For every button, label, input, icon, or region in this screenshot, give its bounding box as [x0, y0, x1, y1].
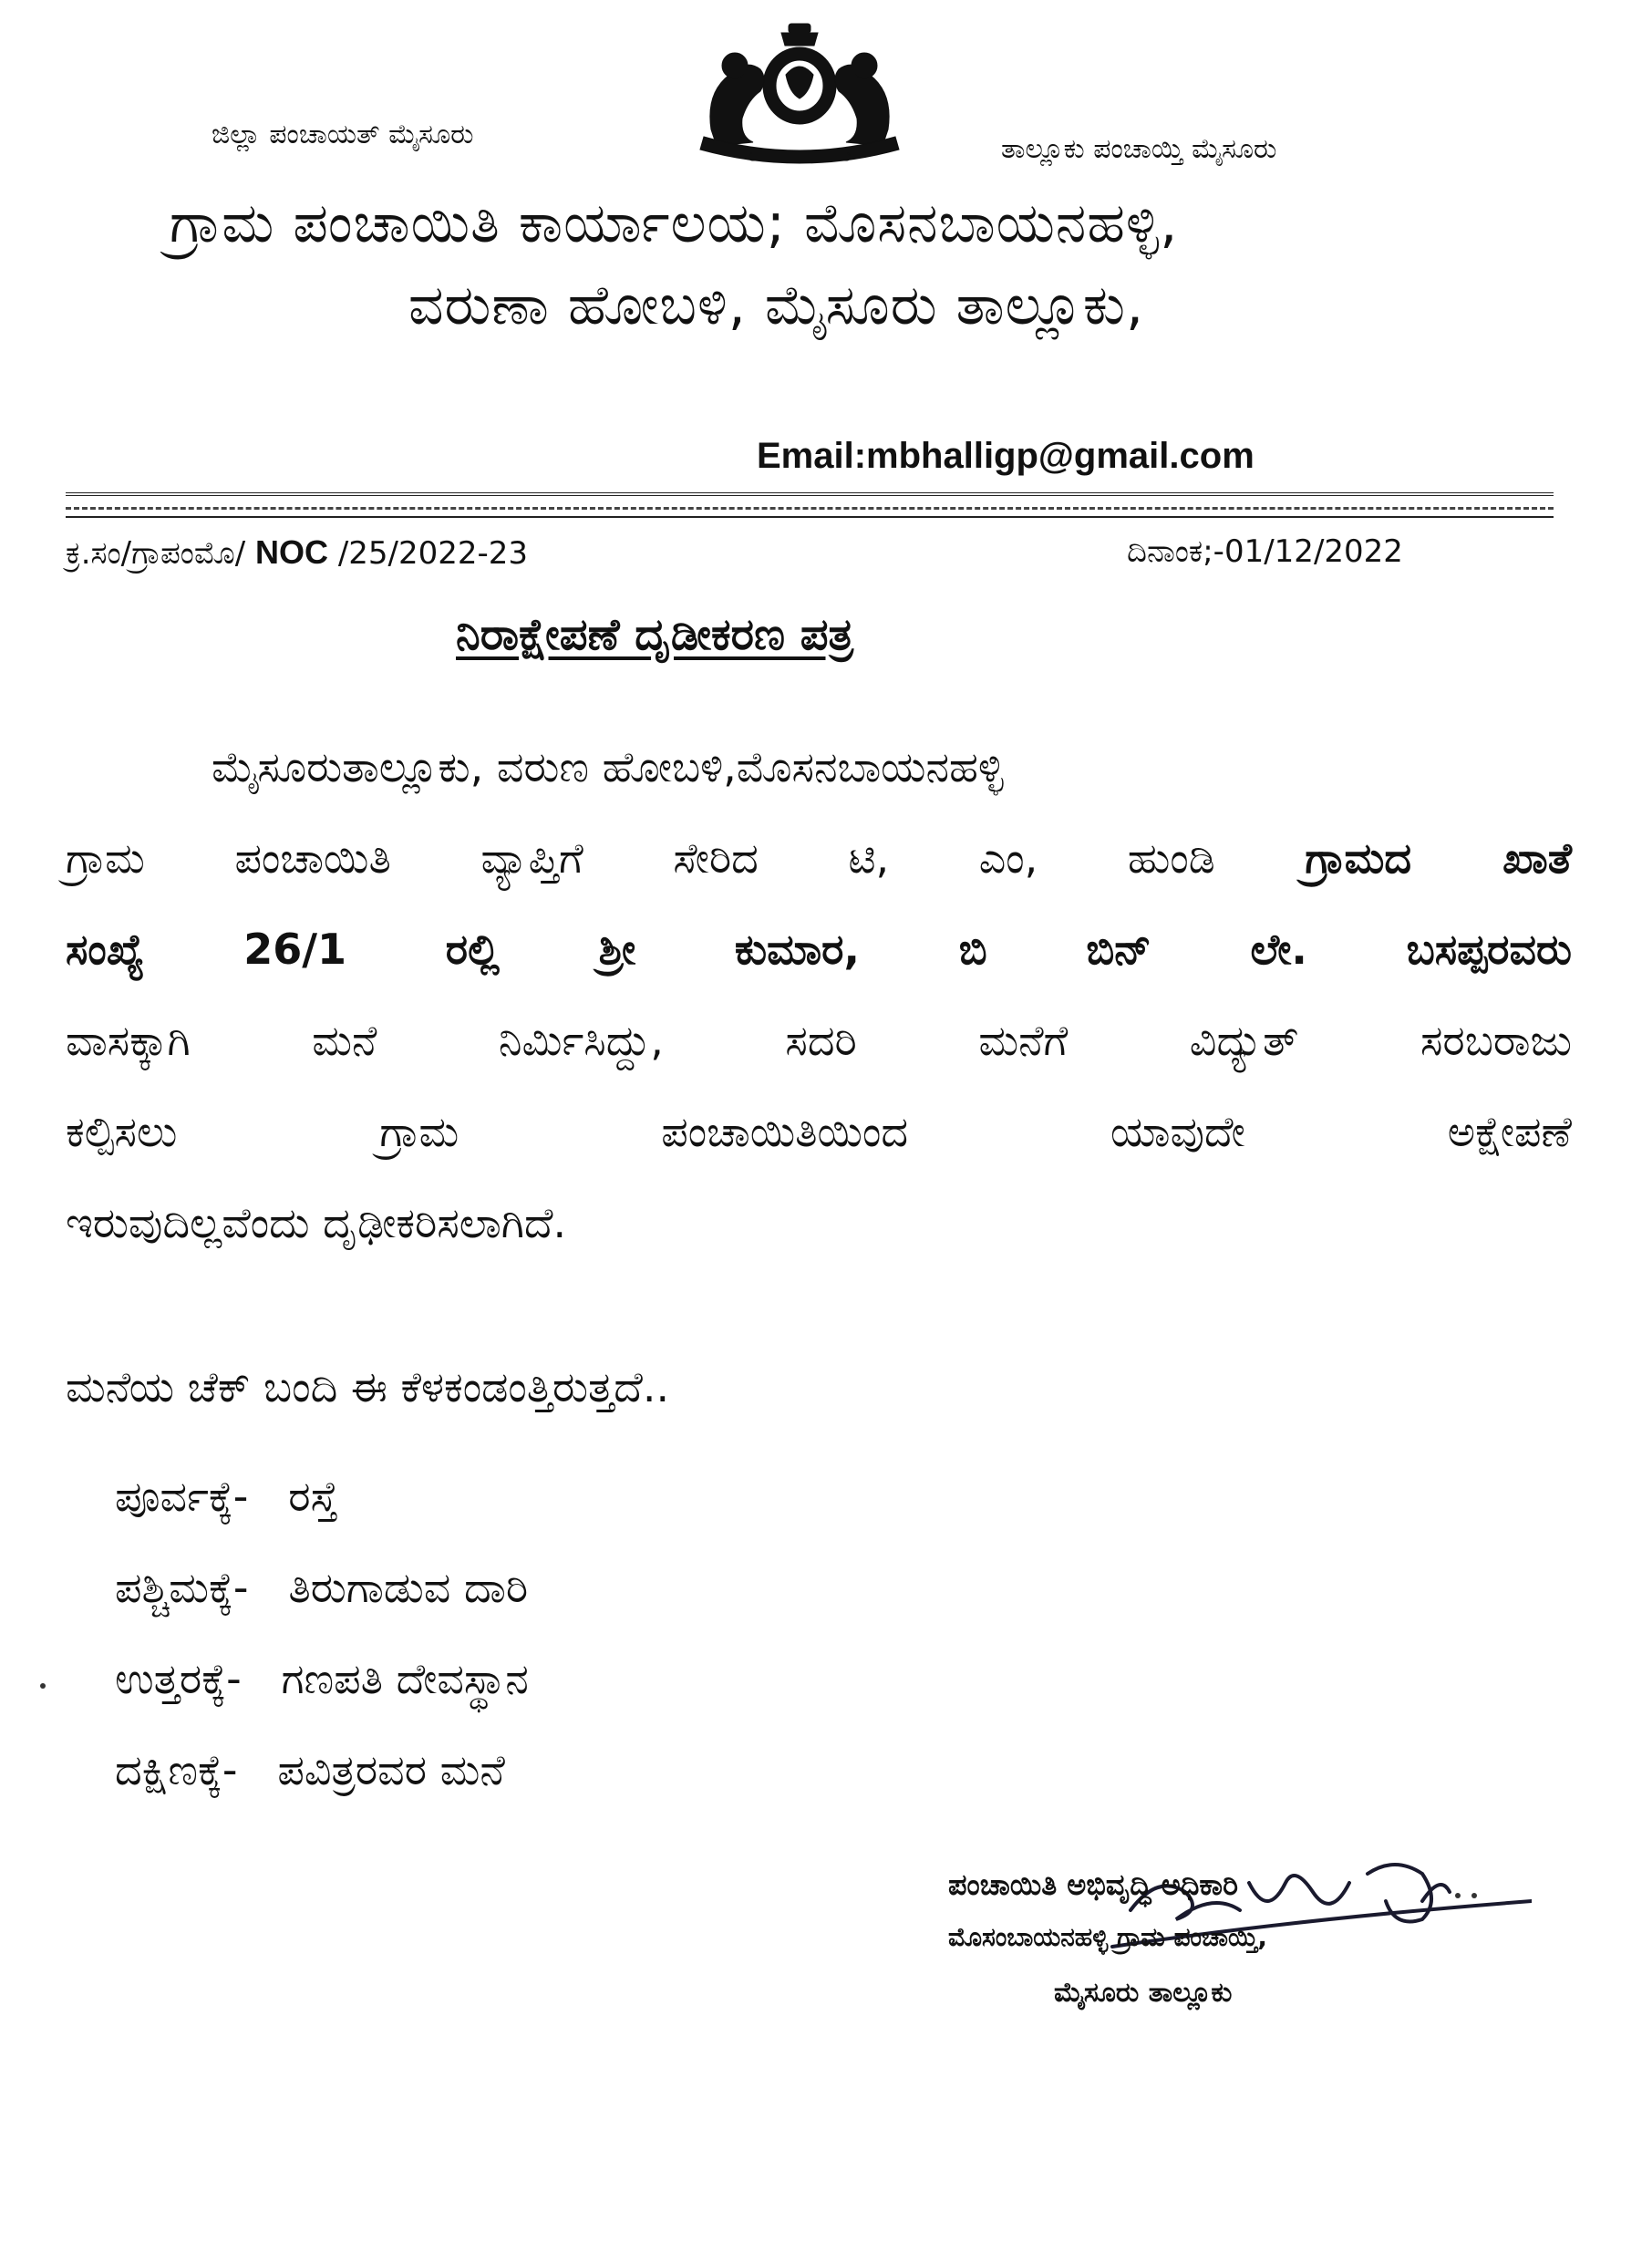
header-divider-bottom: [66, 516, 1554, 518]
reference-prefix: ಕ್ರ.ಸಂ/ಗ್ರಾಪಂಮೊ/: [66, 535, 246, 572]
taluk-panchayat-label: ತಾಲ್ಲೂಕು ಪಂಚಾಯ್ತಿ ಮೈಸೂರು: [1001, 133, 1277, 165]
stray-mark: [1455, 1893, 1461, 1898]
stray-mark: [1471, 1893, 1477, 1898]
body-line-6: ಇರುವುದಿಲ್ಲವೆಂದು ದೃಢೀಕರಿಸಲಾಗಿದೆ.: [66, 1198, 567, 1247]
signatory-panchayat: ಮೊಸಂಬಾಯನಹಳ್ಳಿ ಗ್ರಾಮ ಪಂಚಾಯ್ತಿ,: [948, 1922, 1268, 1952]
boundary-south: [115, 1745, 505, 1796]
body-line-5: ಕಲ್ಪಿಸಲು ಗ್ರಾಮ ಪಂಚಾಯಿತಿಯಿಂದ ಯಾವುದೇ ಅಕ್ಷೇಪಣೆ: [66, 1107, 1572, 1156]
header-divider: [66, 492, 1554, 496]
karnataka-emblem-icon: [695, 20, 904, 166]
signatory-designation: ಪಂಚಾಯಿತಿ ಅಭಿವೃದ್ಧಿ ಅಧಿಕಾರಿ: [948, 1867, 1238, 1902]
document-date: ದಿನಾಂಕ;-01/12/2022: [1127, 533, 1403, 570]
body-line-1: ಮೈಸೂರುತಾಲ್ಲೂಕು, ವರುಣ ಹೋಬಳಿ,ಮೊಸನಬಾಯನಹಳ್ಳಿ: [212, 742, 1004, 791]
email-address[interactable]: Email:mbhalligp@gmail.com: [757, 436, 1254, 476]
body-line-3: ಸಂಖ್ಯೆ 26/1 ರಲ್ಲಿ ಶ್ರೀ ಕುಮಾರ, ಬಿ ಬಿನ್ ಲೇ. ಬಸಪ್ಪರವರು: [66, 925, 1572, 974]
boundary-west-value: ತಿರುಗಾಡುವ ದಾರಿ: [288, 1563, 529, 1612]
boundary-south-direction: ದಕ್ಷಿಣಕ್ಕೆ-: [115, 1745, 238, 1794]
body-line-2: [66, 833, 1572, 884]
body-line-2-normal: ಗ್ರಾಮ ಪಂಚಾಯಿತಿ ವ್ಯಾಪ್ತಿಗೆ ಸೇರಿದ ಟಿ, ಎಂ, ಹುಂಡಿ: [66, 833, 1215, 883]
header-divider-dashed: [66, 507, 1554, 510]
reference-noc: NOC: [255, 533, 329, 571]
boundary-north: [115, 1654, 529, 1705]
reference-serial: /25/2022-23: [337, 535, 529, 572]
boundary-south-value: ಪವಿತ್ರರವರ ಮನೆ: [277, 1745, 505, 1794]
reference-number: [66, 533, 528, 572]
body-line-2-bold: ಗ್ರಾಮದ ಖಾತೆ: [1305, 833, 1572, 883]
document-subject: ನಿರಾಕ್ಷೇಪಣೆ ದೃಡೀಕರಣ ಪತ್ರ: [456, 609, 853, 660]
zilla-panchayat-label: ಜಿಲ್ಲಾ ಪಂಚಾಯತ್ ಮೈಸೂರು: [212, 119, 474, 150]
boundaries-intro: ಮನೆಯ ಚೆಕ್ ಬಂದಿ ಈ ಕೆಳಕಂಡಂತ್ತಿರುತ್ತದೆ..: [66, 1362, 670, 1411]
boundary-east: [115, 1472, 338, 1523]
office-title-line1: ಗ್ರಾಮ ಪಂಚಾಯಿತಿ ಕಾರ್ಯಾಲಯ; ಮೊಸನಬಾಯನಹಳ್ಳಿ,: [170, 191, 1179, 255]
boundary-west-direction: ಪಶ್ಚಿಮಕ್ಕೆ-: [115, 1563, 249, 1612]
boundary-east-direction: ಪೂರ್ವಕ್ಕೆ-: [115, 1472, 249, 1521]
boundary-north-value: ಗಣಪತಿ ದೇವಸ್ಥಾನ: [281, 1654, 529, 1703]
boundary-east-value: ರಸ್ತೆ: [288, 1472, 338, 1521]
boundary-west: [115, 1563, 528, 1614]
body-line-4: ವಾಸಕ್ಕಾಗಿ ಮನೆ ನಿರ್ಮಿಸಿದ್ದು, ಸದರಿ ಮನೆಗೆ ವಿದ್ಯುತ್ ಸರಬರಾಜು: [66, 1016, 1572, 1065]
signatory-taluk: ಮೈಸೂರು ತಾಲ್ಲೂಕು: [1054, 1977, 1233, 2009]
boundary-north-direction: ಉತ್ತರಕ್ಕೆ-: [115, 1654, 242, 1703]
stray-mark: [40, 1683, 46, 1689]
office-title-line2: ವರುಣಾ ಹೋಬಳಿ, ಮೈಸೂರು ತಾಲ್ಲೂಕು,: [408, 274, 1145, 337]
